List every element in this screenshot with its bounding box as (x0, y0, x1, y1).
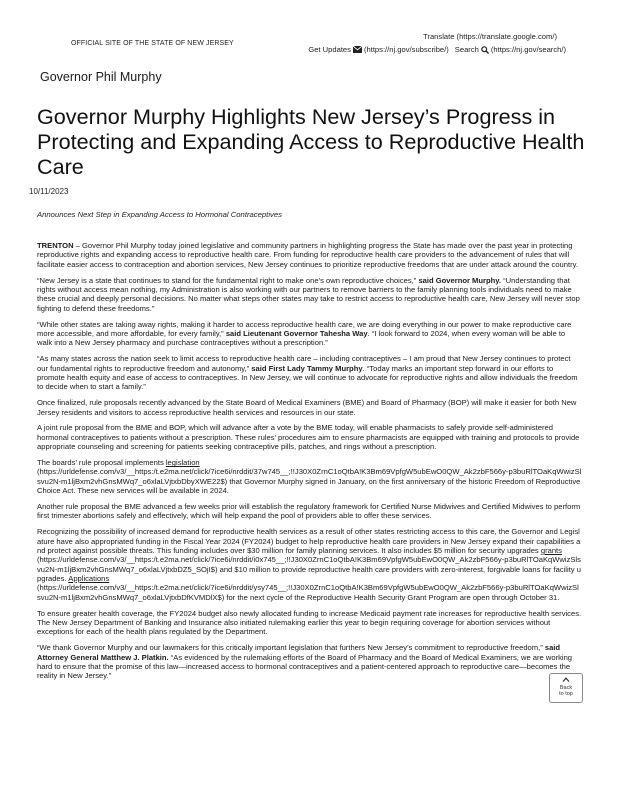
paragraph-7 (37, 458, 582, 495)
search-label: Search (454, 45, 479, 54)
quote-governor-cont: “Understanding that rights without access mean nothing, my Administration is also working with our partners to remove barriers to the family planning tools individuals need to make these crucial and deeply personal decisions. No matter what steps other states may take to restrict access to reproductive health care, New Jersey will never stop fighting to defend these freedoms.” (37, 275, 580, 313)
page-title: Governor Murphy Highlights New Jersey’s Progress in Protecting and Expanding Access to Reproductive Health Care (37, 104, 585, 179)
top-bar (0, 30, 618, 60)
dateline: TRENTON (37, 241, 74, 250)
article-subtitle: Announces Next Step in Expanding Access to Hormonal Contraceptives (37, 210, 282, 219)
speaker-attorney-general: said Attorney General Matthew J. Platkin. (37, 643, 561, 662)
paragraph-1-text: – Governor Phil Murphy today joined legislative and community partners in highlighting progress the State has made over the past year in protecting reproductive rights and expanding access to reproductive health care. From funding for reproductive health care providers to the advancement of rules that will facilitate easier access to contraception and abortion services, New Jersey continues to prioritize reproductive freedoms that are under attack around the country. (37, 241, 578, 269)
grants-link[interactable]: grants (540, 546, 562, 556)
search-link[interactable] (455, 45, 566, 54)
paragraph-3 (37, 320, 582, 348)
official-site-label: OFFICIAL SITE OF THE STATE OF NEW JERSEY (71, 40, 234, 47)
quote-attorney-general: “We thank Governor Murphy and our lawmakers for this critically important legislation that furthers New Jersey’s commitment to reproductive freedom,” (37, 643, 543, 653)
paragraph-5: Once finalized, rule proposals recently advanced by the State Board of Medical Examiners (BME) and Board of Pharmacy (BOP) will make it easier for both New Jersey residents and visitors to access reproductive health services and resources in our state. (37, 398, 577, 417)
article-date: 10/11/2023 (29, 187, 69, 196)
paragraph-7-intro: The boards’ rule proposal implements (37, 458, 166, 468)
back-to-top-button[interactable] (549, 673, 583, 703)
paragraph-9-rest: for the next cycle of the Reproductive Health Security Grant Program are open through October 31. (224, 592, 560, 602)
updates-url: (https://nj.gov/subscribe/) (363, 45, 449, 54)
quote-lt-governor: “While other states are taking away rights, making it harder to access reproductive health care, we are doing everything in our power to make reproductive care more accessible, and more affordable, for every family,” (37, 319, 572, 338)
top-links (308, 45, 566, 54)
paragraph-9-intro: Recognizing the possibility of increased demand for reproductive health services as a result of other states restricting access to this care, the Governor and Legislature have also appropriated funding in the Fiscal Year 2024 (FY2024) budget to help reproductive health care providers in New Jersey expand their capabilities and protect against possible threats. This funding includes over $30 million for family planning services. It also includes $5 million for security upgrades (37, 527, 581, 556)
speaker-first-lady: said First Lady Tammy Murphy (249, 363, 363, 373)
paragraph-7-rest: that Governor Murphy signed in January, on the first anniversary of the historic Freedom of Reproductive Choice Act. These new services will be available in 2024. (37, 476, 581, 496)
paragraph-9 (37, 527, 582, 602)
applications-link[interactable]: Applications (68, 574, 110, 584)
paragraph-8: Another rule proposal the BME advanced a few weeks prior will establish the regulatory framework for Certified Nurse Midwives and Certified Midwives to perform first trimester abortions safely and effectively, which will help expand the pool of providers able to offer these services. (37, 502, 581, 521)
legislation-url: (https://urldefense.com/v3/__https:/t.e2ma.net/click/7ice6i/nrddit/37w745__;!!J30X0ZrnC1oQtbA!K3Bm69VpfgW5ubEwO0QW_Ak2zbF566y-p3buRlTOaKqWwizSlsvu2N-m1ljBxm2vhGnsMWq7_o6xlaLVjtxbDbyXWE22$) (37, 467, 582, 486)
get-updates-label: Get Updates (308, 45, 351, 54)
back-to-top-line1: Back (559, 684, 573, 691)
quote-first-lady: “As many states across the nation seek to limit access to reproductive health care – including contraceptives – I am proud that New Jersey continues to protect our fundamental rights to reproductive freedom and autonomy,” (37, 354, 571, 373)
quote-attorney-general-cont: “As evidenced by the rulemaking efforts of the Board of Pharmacy and the Board of Medical Examiners, we are working hard to ensure that the promise of this law—increased access to hormonal contraceptives and a patient-centered approach to reproductive care—becomes the reality in New Jersey.” (37, 652, 573, 681)
search-icon (481, 46, 489, 54)
envelope-icon (353, 46, 362, 53)
paragraph-9-mid: and $10 million to provide reproductive health care providers with zero-interest, forgivable loans for facility upgrades. (37, 564, 581, 584)
paragraph-6: A joint rule proposal from the BME and BOP, which will advance after a vote by the BME today, will enable pharmacists to safely provide self-administered hormonal contraceptives to patients without a prescription. These rules’ procedures aim to ensure pharmacists are equipped with training and protocols to provide appropriate counseling and screening for patients seeking contraceptive pills, patches, and rings without a prescription. (37, 423, 580, 452)
legislation-link[interactable]: legislation (165, 458, 200, 468)
paragraph-10: To ensure greater health coverage, the FY2024 budget also newly allocated funding to increase Medicaid payment rate increases for reproductive health services. The New Jersey Department of Banking and Insurance also initiated rulemaking earlier this year to begin requiring coverage for abortion services without exceptions for each of the health plans regulated by the Department. (37, 608, 582, 637)
chevron-up-icon (562, 677, 570, 682)
paragraph-4 (37, 354, 582, 391)
grants-url: (https://urldefense.com/v3/__https:/t.e2ma.net/click/7ice6i/nrddit/i0x745__;!!J30X0ZrnC1oQtbA!K3Bm69VpfgW5ubEwO0QW_Ak2zbF566y-p3buRlTOaKqWwizSlsvu2N-m1ljBxm2vhGnsMWq7_o6xlaLVjtxbDZ5_SOjI$) (37, 555, 581, 574)
speaker-lt-governor: said Lieutenant Governor Tahesha Way (223, 328, 368, 338)
paragraph-1 (37, 241, 582, 269)
quote-first-lady-cont: . “Today marks an important step forward in our efforts to promote health equity and ease of access to contraceptives. In New Jersey, we will continue to advocate for reproductive rights and allow individuals the freedom to decide when to start a family.” (37, 363, 578, 392)
article-body (37, 241, 582, 687)
governor-name-link[interactable]: Governor Phil Murphy (40, 70, 162, 84)
back-to-top-line2: to top (559, 691, 573, 697)
search-url: (https://nj.gov/search/) (490, 45, 566, 54)
translate-link[interactable]: Translate (https://translate.google.com/) (423, 32, 557, 41)
applications-url: (https://urldefense.com/v3/__https:/t.e2ma.net/click/7ice6i/nrddit/ysy745__;!!J30X0ZrnC1oQtbA!K3Bm69VpfgW5ubEwO0QW_Ak2zbF566y-p3buRlTOaKqWwizSlsvu2N-m1ljBxm2vhGnsMWq7_o6xlaLVjtxbDfKVMDlX$) (37, 583, 579, 602)
quote-governor: “New Jersey is a state that continues to stand for the fundamental right to make one’s own reproductive choices,” (37, 275, 417, 285)
quote-lt-governor-cont: . “I look forward to 2024, when every woman will be able to walk into a New Jersey pharmacy and purchase contraceptives without a prescription.” (37, 328, 566, 348)
paragraph-2 (37, 276, 582, 313)
speaker-governor: said Governor Murphy. (416, 275, 501, 285)
get-updates-link[interactable] (308, 45, 448, 54)
paragraph-11 (37, 643, 582, 680)
